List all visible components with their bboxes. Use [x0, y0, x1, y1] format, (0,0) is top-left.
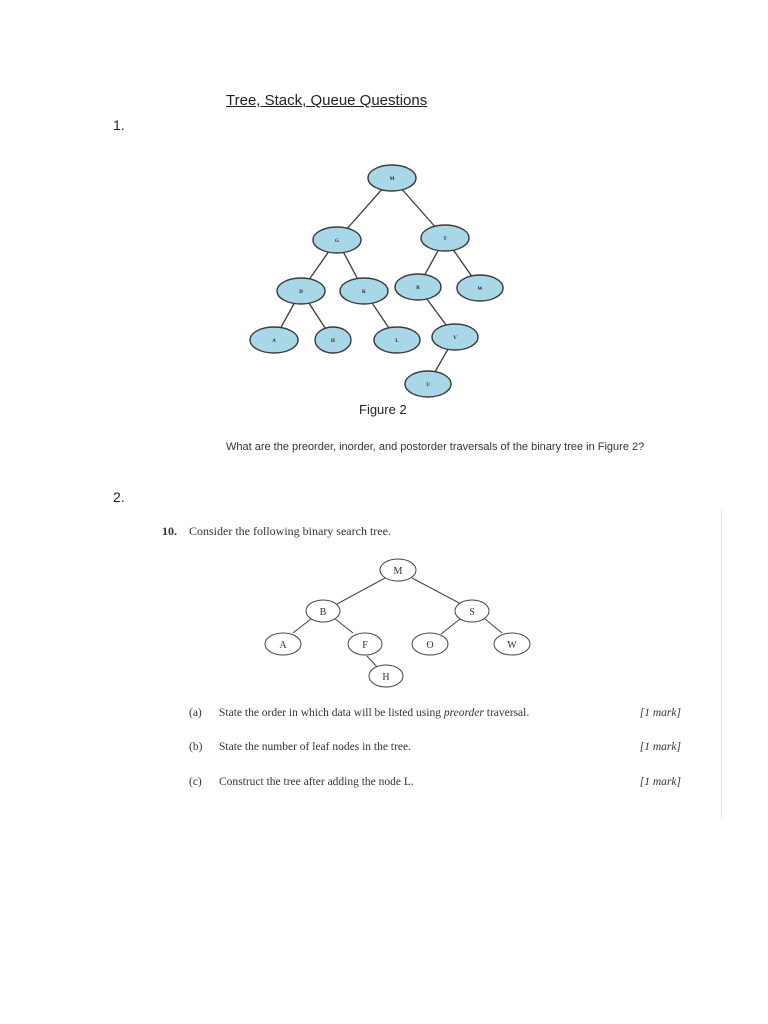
node-a-label: A	[272, 339, 276, 344]
question-10-intro-text: Consider the following binary search tree.	[189, 524, 391, 538]
question-2-number: 2.	[113, 489, 125, 505]
node-k-label: K	[362, 290, 366, 295]
page-title: Tree, Stack, Queue Questions	[226, 92, 428, 109]
question-10-intro	[162, 524, 391, 539]
part-b-letter: (b)	[189, 741, 203, 753]
question-10-number: 10.	[162, 524, 177, 538]
bst-node-a-label: A	[279, 640, 287, 651]
bst-node-h-label: H	[382, 672, 390, 683]
part-a-text-after: traversal.	[483, 707, 530, 719]
bst-node-f-label: F	[362, 640, 368, 651]
node-r-label: R	[416, 286, 420, 291]
bst-edge-b-f	[334, 618, 353, 633]
node-u-label: U	[426, 383, 430, 388]
node-g-label: G	[335, 239, 339, 244]
part-c-text: Construct the tree after adding the node L.	[219, 776, 414, 788]
bst-edge-s-w	[485, 619, 502, 633]
node-m-label: M	[389, 177, 395, 182]
part-a-text-before: State the order in which data will be listed using	[219, 707, 444, 719]
node-t-label: T	[443, 237, 447, 242]
node-d-label: D	[299, 290, 303, 295]
part-a-text-italic: preorder	[443, 707, 484, 719]
bst-node-o-label: O	[426, 640, 434, 651]
question-1-number: 1.	[113, 117, 125, 133]
question-1-text: What are the preorder, inorder, and postorder traversals of the binary tree in Figure 2?	[226, 441, 645, 453]
node-h-label: H	[331, 339, 335, 344]
bst-edge-s-o	[441, 619, 460, 634]
part-a-marks: [1 mark]	[639, 707, 681, 719]
part-b-marks: [1 mark]	[639, 741, 681, 753]
part-c-row	[189, 776, 681, 792]
figure-caption: Figure 2	[359, 402, 407, 417]
bst-node-s-label: S	[469, 607, 475, 618]
part-b-text: State the number of leaf nodes in the tree.	[219, 741, 411, 753]
part-c-letter: (c)	[189, 776, 202, 788]
part-a-text	[219, 707, 529, 719]
node-v-label: V	[453, 336, 457, 341]
bst-node-b-label: B	[319, 607, 327, 618]
part-c-marks: [1 mark]	[639, 776, 681, 788]
part-b-row	[189, 741, 681, 757]
bst-edge-m-b	[337, 578, 385, 604]
bst-node-m-label: M	[393, 566, 403, 577]
bst-edges	[293, 578, 502, 667]
bst-edge-m-s	[412, 578, 461, 604]
bst-edge-b-a	[293, 618, 312, 633]
part-a-row	[189, 707, 681, 723]
scan-edge-divider	[721, 510, 722, 818]
bst-edge-f-h	[367, 656, 377, 667]
part-a-letter: (a)	[189, 707, 202, 719]
node-l-label: L	[395, 339, 399, 344]
bst-node-w-label: W	[507, 640, 517, 651]
node-w-label: W	[477, 287, 483, 292]
